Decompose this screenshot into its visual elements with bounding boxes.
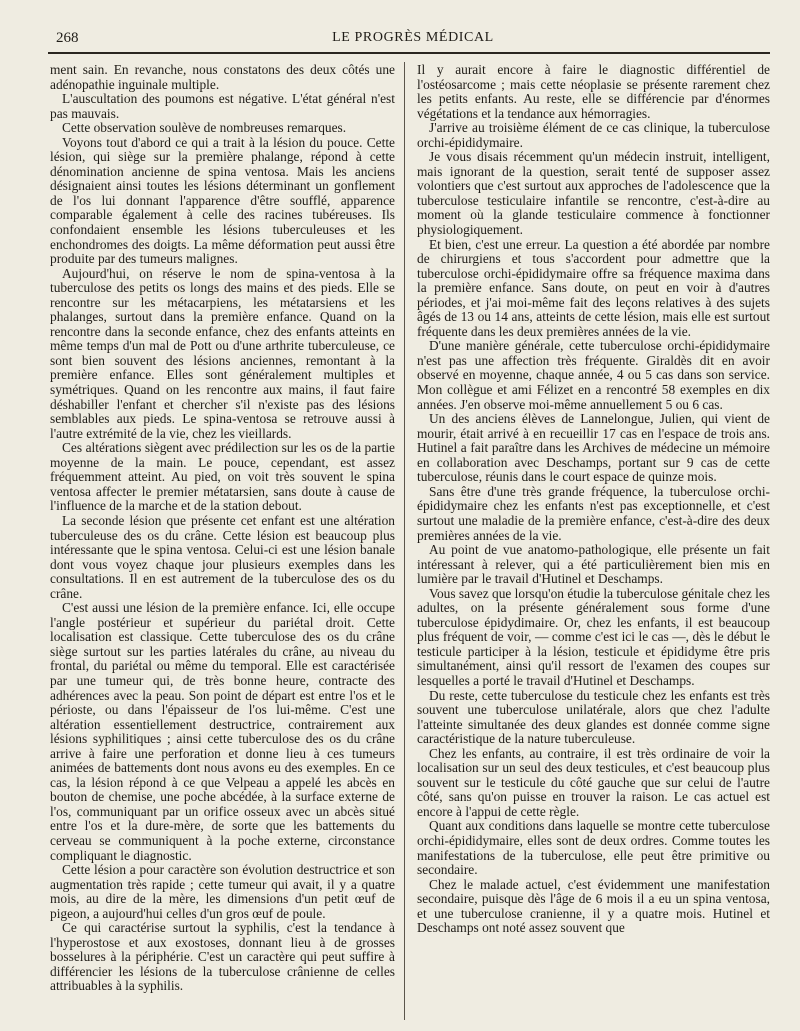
page-header [56, 26, 770, 52]
column-divider [404, 62, 405, 1020]
paragraph: Quant aux conditions dans laquelle se montre cette tuberculose orchi-épididymaire, elles sont de deux ordres. Comme toutes les manifestations de la tuberculose, elle peut être primitive ou secondaire. [417, 818, 770, 878]
header-rule [48, 52, 770, 54]
paragraph: La seconde lésion que présente cet enfant est une altération tuberculeuse des os du crâne. Cette lésion est beaucoup plus intéressante que le spina ventosa. Celui-ci est une lésion banale dont vous voyez chaque jour plusieurs exemples dans les consultations. Il en est autrement de la tuberculose des os du crâne. [50, 512, 395, 601]
paragraph: Du reste, cette tuberculose du testicule chez les enfants est très souvent une tuberculose unilatérale, alors que chez l'adulte l'atteinte simultanée des deux glandes est donnée comme signe caractéristique de la nature tuberculeuse. [417, 687, 770, 747]
paragraph: Au point de vue anatomo-pathologique, elle présente un fait intéressant à relever, qui a été particulièrement bien mis en lumière par le travail d'Hutinel et Deschamps. [417, 542, 770, 587]
paragraph: Cette observation soulève de nombreuses remarques. [62, 120, 347, 136]
paragraph: Et bien, c'est une erreur. La question a été abordée par nombre de chirurgiens et tous s'accordent pour admettre que la tuberculose orchi-épididymaire offre sa fréquence maxima dans la première enfance. Sans doute, on peut en voir à d'autres périodes, et j'ai moi-même fait des leçons relatives à des sujets âgés de 13 ou 14 ans, atteints de cette lésion, mais elle est surtout fréquente dans les deux premières années de la vie. [417, 236, 770, 339]
left-column [50, 63, 395, 994]
paragraph: Chez le malade actuel, c'est évidemment une manifestation secondaire, puisque dès l'âge de 6 mois il a eu un spina ventosa, et une tuberculose cranienne, il y a quatre mois. Hutinel et Deschamps ont noté assez souvent que [417, 876, 770, 936]
paragraph: Aujourd'hui, on réserve le nom de spina-ventosa à la tuberculose des petits os longs des mains et des pieds. Elle se rencontre sur les métacarpiens, les métatarsiens et les phalanges, surtout dans la première enfance. Quand on la rencontre dans la seconde enfance, chez des enfants atteints en même temps d'un mal de Pott ou d'une arthrite tuberculeuse, ce sont bien souvent des lésions anciennes, remontant à la première enfance. Elles sont généralement multiples et symétriques. Quand on les rencontre aux mains, il faut faire déshabiller l'enfant et chercher s'il n'existe pas des lésions semblables aux pieds. Le spina-ventosa se retrouve aussi à l'autre extrémité de la vie, chez les vieillards. [50, 265, 395, 441]
paragraph: Ce qui caractérise surtout la syphilis, c'est la tendance à l'hyperostose et aux exostoses, donnant lieu à de grosses bosselures à la périphérie. C'est un caractère qui peut suffire à différencier les lésions de la tuberculose crânienne de celles attribuables à la syphilis. [50, 920, 395, 994]
paragraph: Il y aurait encore à faire le diagnostic différentiel de l'ostéosarcome ; mais cette néoplasie se présente rarement chez les petits enfants. Au reste, elle se différencie par d'énormes végétations et la tendance aux hémorragies. [417, 62, 770, 121]
running-title: LE PROGRÈS MÉDICAL [332, 30, 494, 45]
paragraph: L'auscultation des poumons est négative. L'état général n'est pas mauvais. [50, 91, 395, 121]
right-column [417, 63, 770, 936]
paragraph: Cette lésion a pour caractère son évolution destructrice et son augmentation très rapide ; cette tumeur qui avait, il y a quatre mois, au dire de la mère, les dimensions d'un petit œuf de pigeon, a aujourd'hui celles d'un gros œuf de poule. [50, 862, 395, 921]
paragraph: Voyons tout d'abord ce qui a trait à la lésion du pouce. Cette lésion, qui siège sur la première phalange, répond à cette dénomination ancienne de spina ventosa. Mais les anciens désignaient ainsi toutes les lésions déterminant un gonflement de l'os lui donnant l'apparence d'être soufflé, apparence comparable également à celle des racines tubéreuses. Ils confondaient ensemble les lésions tuberculeuses et les enchondromes des doigts. La même déformation peut aussi être produite par des tumeurs malignes. [50, 134, 395, 267]
paragraph: D'une manière générale, cette tuberculose orchi-épididymaire n'est pas une affection très fréquente. Giraldès dit en avoir observé en moyenne, chaque année, 4 ou 5 cas dans son service. Mon collègue et ami Félizet en a rencontré 58 exemples en dix années. J'en observe moi-même annuellement 5 ou 6 cas. [417, 338, 770, 412]
paragraph: Vous savez que lorsqu'on étudie la tuberculose génitale chez les adultes, on la présente généralement sous forme d'une tuberculose épidydimaire. Or, chez les enfants, il est beaucoup plus fréquent de voir, — comme c'est ici le cas —, dès le début le testicule participer à la lésion, testicule et épididyme être pris simultanément, ainsi qu'il ressort de l'examen des coupes sur lesquelles a porté le travail d'Hutinel et Deschamps. [417, 585, 770, 688]
paragraph: Chez les enfants, au contraire, il est très ordinaire de voir la localisation sur un seul des deux testicules, et c'est beaucoup plus souvent sur le testicule du côté gauche que sur celui de l'autre côté, sans qu'on puisse en trouver la raison. Le cas actuel est encore à l'appui de cette règle. [417, 745, 770, 819]
paragraph: C'est aussi une lésion de la première enfance. Ici, elle occupe l'angle postérieur et supérieur du pariétal droit. Cette localisation est classique. Cette tuberculose des os du crâne siège surtout sur les parties latérales du crâne, au niveau du frontal, du pariétal ou même du temporal. Elle est caractérisée par une tumeur qui, de très bonne heure, contracte des adhérences avec la peau. Son point de départ est entre l'os et le périoste, ou dans l'épaisseur de l'os lui-même. C'est une altération essentiellement destructrice, contrairement aux lésions syphilitiques ; ainsi cette tuberculose des os du crâne arrive à faire une perforation et donne lieu à ces tumeurs animées de battements dont nous avons eu des exemples. En ce cas, la lésion répond à ce que Velpeau a appelé les abcès en bouton de chemise, une poche abcédée, à la surface externe de l'os, communiquant par un orifice osseux avec un abcès situé entre l'os et la dure-mère, de sorte que les battements du cerveau se communiquent à la poche externe, circonstance compliquant le diagnostic. [50, 600, 395, 863]
paragraph: J'arrive au troisième élément de ce cas clinique, la tuberculose orchi-épididymaire. [417, 120, 770, 150]
paragraph: Je vous disais récemment qu'un médecin instruit, intelligent, mais ignorant de la question, serait tenté de supposer assez volontiers que c'est surtout aux approches de l'adolescence que la tuberculose testiculaire infantile se rencontre, c'est-à-dire au moment où la glande testiculaire commence à fonctionner physiologiquement. [417, 149, 770, 238]
paragraph: Un des anciens élèves de Lannelongue, Julien, qui vient de mourir, était arrivé à en recueillir 17 cas en l'espace de trois ans. Hutinel a fait paraître dans les Archives de médecine un mémoire en collaboration avec Deschamps, portant sur 9 cas de cette tuberculose, réunis dans le court espace de quinze mois. [417, 411, 770, 485]
page-number: 268 [56, 30, 79, 46]
paragraph: ment sain. En revanche, nous constatons des deux côtés une adénopathie inguinale multiple. [50, 62, 395, 92]
paragraph: Sans être d'une très grande fréquence, la tuberculose orchi-épididymaire chez les enfants n'est pas exceptionnelle, et c'est surtout une maladie de la première enfance, c'est-à-dire des deux premières années de la vie. [417, 483, 770, 543]
paragraph: Ces altérations siègent avec prédilection sur les os de la partie moyenne de la main. Le pouce, cependant, est assez fréquemment atteint. Au pied, on voit très souvent le spina ventosa affecter le premier métatarsien, sans doute à cause de l'influence de la marche et de la station debout. [50, 440, 395, 514]
